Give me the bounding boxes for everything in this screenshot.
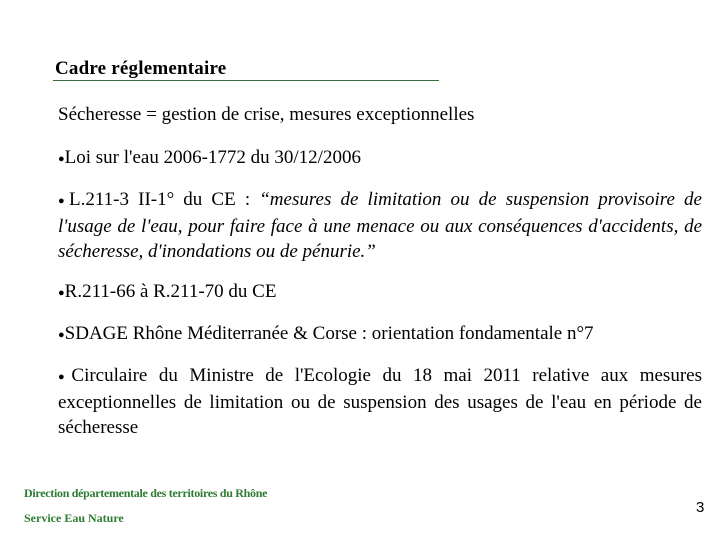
- bullet-item: [58, 187, 702, 264]
- bullet-dot-icon: ●: [58, 153, 65, 165]
- bullet-item: [58, 145, 702, 172]
- intro-line: Sécheresse = gestion de crise, mesures exceptionnelles: [58, 104, 475, 125]
- bullet-item: [58, 363, 702, 440]
- bullet-dot-icon: ●: [58, 371, 72, 383]
- footer-direction: Direction départementale des territoires du Rhône: [24, 486, 268, 500]
- bullet-text: R.211-66 à R.211-70 du CE: [64, 281, 277, 302]
- page-number: 3: [696, 499, 705, 516]
- bullet-dot-icon: ●: [58, 195, 70, 207]
- bullet-dot-icon: ●: [58, 329, 65, 341]
- bullet-item: [58, 279, 702, 306]
- bullet-text: SDAGE Rhône Méditerranée & Corse : orientation fondamentale n°7: [64, 323, 594, 344]
- bullet-text: Circulaire du Ministre de l'Ecologie du 18 mai 2011 relative aux mesures exceptionnelles de limitation ou de suspension des usages de l'eau en période de sécheresse: [58, 365, 702, 438]
- bullet-dot-icon: ●: [58, 287, 65, 299]
- footer-service: Service Eau Nature: [24, 511, 124, 525]
- bullet-reference: L.211-3 II-1° du CE :: [69, 189, 260, 210]
- bullet-quote: “mesures de limitation ou de suspension provisoire de l'usage de l'eau, pour faire face à une menace ou aux conséquences d'accidents, de sécheresse, d'inondations ou de pénurie.”: [58, 189, 702, 262]
- title-underline: [53, 80, 439, 81]
- slide-title: Cadre réglementaire: [55, 58, 227, 79]
- bullet-text: Loi sur l'eau 2006-1772 du 30/12/2006: [64, 147, 361, 168]
- bullet-list: [58, 145, 702, 455]
- bullet-item: [58, 321, 702, 348]
